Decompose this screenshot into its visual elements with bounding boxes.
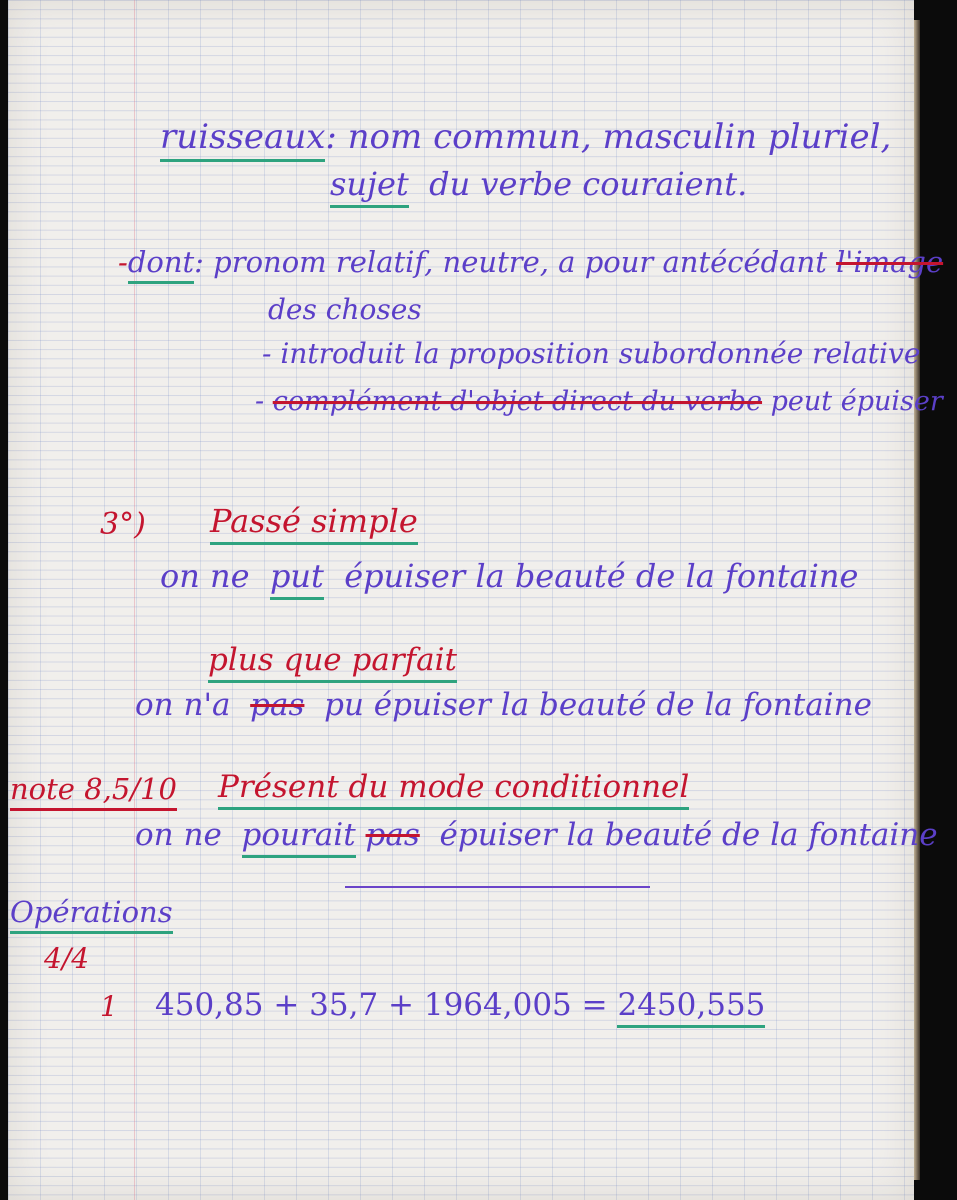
ps-post: épuiser la beauté de la fontaine [344, 557, 859, 595]
heading-passe-simple [210, 502, 418, 540]
heading-operations [10, 895, 173, 929]
pqp-pre: on n'a [135, 687, 231, 723]
word-ruisseaux: ruisseaux [160, 117, 325, 162]
exercise-number: 3°) [100, 507, 146, 542]
passe-simple-label: Passé simple [210, 502, 418, 545]
pqp-pas: pas [250, 687, 305, 723]
line-complement [255, 388, 943, 415]
cond-pas: pas [365, 817, 420, 853]
grade-note [10, 772, 177, 806]
dash-complement: - [255, 386, 265, 417]
line-ruisseaux [160, 117, 892, 157]
line-conditionnel [135, 817, 938, 853]
line-passe-simple [160, 557, 859, 595]
operation-line [155, 987, 766, 1023]
operations-score: 4/4 [44, 942, 90, 975]
crossed-complement: complément d'objet direct du verbe [272, 386, 763, 417]
operation-expression: 450,85 + 35,7 + 1964,005 = [155, 987, 608, 1023]
margin-line [134, 0, 135, 1200]
ps-pre: on ne [160, 557, 250, 595]
grade-note-text: note 8,5/10 [10, 772, 177, 811]
dont-analysis: : pronom relatif, neutre, a pour antécédant [194, 245, 827, 279]
verb-pourait: pourait [242, 817, 356, 858]
sujet-rest: du verbe couraient. [429, 165, 748, 203]
verb-put: put [270, 557, 324, 600]
heading-conditionnel [218, 769, 690, 805]
heading-pqp [208, 642, 457, 678]
cond-pre: on ne [135, 817, 222, 853]
pqp-label: plus que parfait [208, 642, 457, 683]
line-dont [118, 245, 944, 279]
line-pqp [135, 687, 872, 723]
operations-label: Opérations [10, 895, 173, 934]
operation-result: 2450,555 [617, 987, 765, 1028]
cond-post: épuiser la beauté de la fontaine [439, 817, 938, 853]
peut-epuiser: peut épuiser [770, 386, 943, 417]
line-sujet [330, 165, 748, 203]
red-dash: - [118, 245, 128, 279]
word-dont: dont [128, 245, 194, 284]
line-introduit: - introduit la proposition subordonnée relative [262, 337, 921, 370]
ruisseaux-analysis: : nom commun, masculin pluriel, [325, 117, 892, 157]
conditionnel-label: Présent du mode conditionnel [218, 769, 689, 810]
operation-number: 1 [100, 990, 118, 1023]
crossed-limage: l'image [836, 245, 944, 279]
word-sujet: sujet [330, 165, 409, 208]
line-des-choses: des choses [268, 293, 422, 326]
separator-line [345, 886, 650, 888]
pqp-post: pu épuiser la beauté de la fontaine [324, 687, 872, 723]
